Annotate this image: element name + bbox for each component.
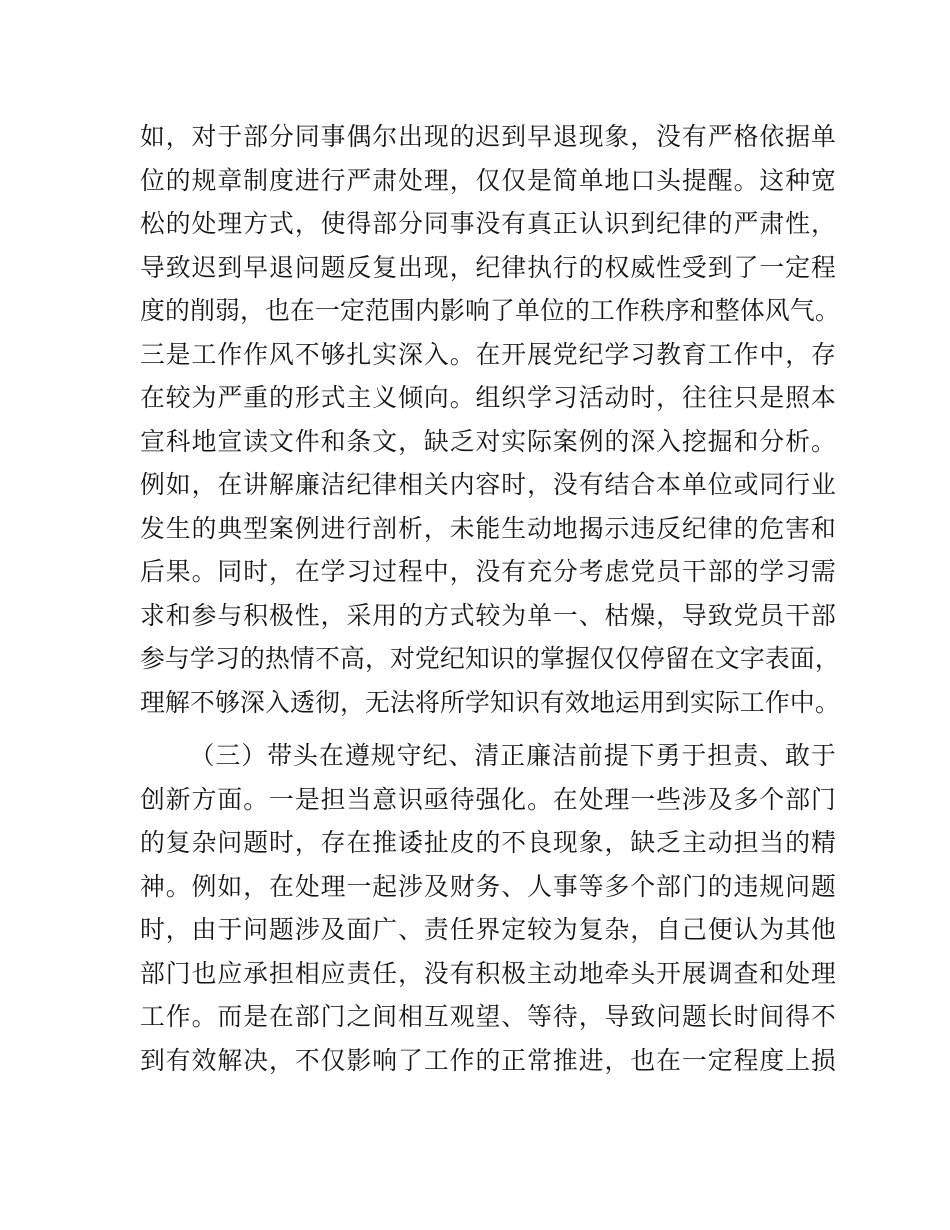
text-line: 创新方面。一是担当意识亟待强化。在处理一些涉及多个部门 bbox=[140, 786, 836, 814]
text-line: 例如，在讲解廉洁纪律相关内容时，没有结合本单位或同行业 bbox=[140, 472, 836, 499]
paragraph-section-three bbox=[140, 735, 836, 1083]
text-line: 后果。同时，在学习过程中，没有充分考虑党员干部的学习需 bbox=[140, 559, 836, 586]
text-line: 时，由于问题涉及面广、责任界定较为复杂，自己便认为其他 bbox=[140, 917, 836, 944]
text-line: 部门也应承担相应责任，没有积极主动地牵头开展调查和处理 bbox=[140, 960, 836, 988]
text-line: 理解不够深入透彻，无法将所学知识有效地运用到实际工作中。 bbox=[140, 689, 840, 717]
text-line: 的复杂问题时，存在推诿扯皮的不良现象，缺乏主动担当的精 bbox=[140, 830, 836, 857]
text-line: 松的处理方式，使得部分同事没有真正认识到纪律的严肃性， bbox=[140, 211, 836, 238]
document-body bbox=[140, 116, 840, 1083]
text-line: 发生的典型案例进行剖析，未能生动地揭示违反纪律的危害和 bbox=[140, 515, 836, 543]
text-line: 位的规章制度进行严肃处理，仅仅是简单地口头提醒。这种宽 bbox=[140, 167, 836, 195]
text-line: 求和参与积极性，采用的方式较为单一、枯燥，导致党员干部 bbox=[140, 602, 836, 630]
text-line: 如，对于部分同事偶尔出现的迟到早退现象，没有严格依据单 bbox=[140, 124, 836, 151]
text-line: 神。例如，在处理一起涉及财务、人事等多个部门的违规问题 bbox=[140, 873, 836, 901]
text-line: 到有效解决，不仅影响了工作的正常推进，也在一定程度上损 bbox=[140, 1047, 836, 1075]
text-line: 参与学习的热情不高，对党纪知识的掌握仅仅停留在文字表面， bbox=[140, 646, 840, 673]
text-line: 工作。而是在部门之间相互观望、等待，导致问题长时间得不 bbox=[140, 1004, 836, 1031]
text-line: 度的削弱，也在一定范围内影响了单位的工作秩序和整体风气。 bbox=[140, 298, 840, 325]
text-line: 导致迟到早退问题反复出现，纪律执行的权威性受到了一定程 bbox=[140, 254, 836, 282]
text-line: （三）带头在遵规守纪、清正廉洁前提下勇于担责、敢于 bbox=[189, 743, 836, 770]
text-line: 宣科地宣读文件和条文，缺乏对实际案例的深入挖掘和分析。 bbox=[140, 428, 836, 456]
text-line: 三是工作作风不够扎实深入。在开展党纪学习教育工作中，存 bbox=[140, 341, 836, 369]
paragraph-continuation bbox=[140, 116, 840, 725]
text-line: 在较为严重的形式主义倾向。组织学习活动时，往往只是照本 bbox=[140, 385, 836, 412]
